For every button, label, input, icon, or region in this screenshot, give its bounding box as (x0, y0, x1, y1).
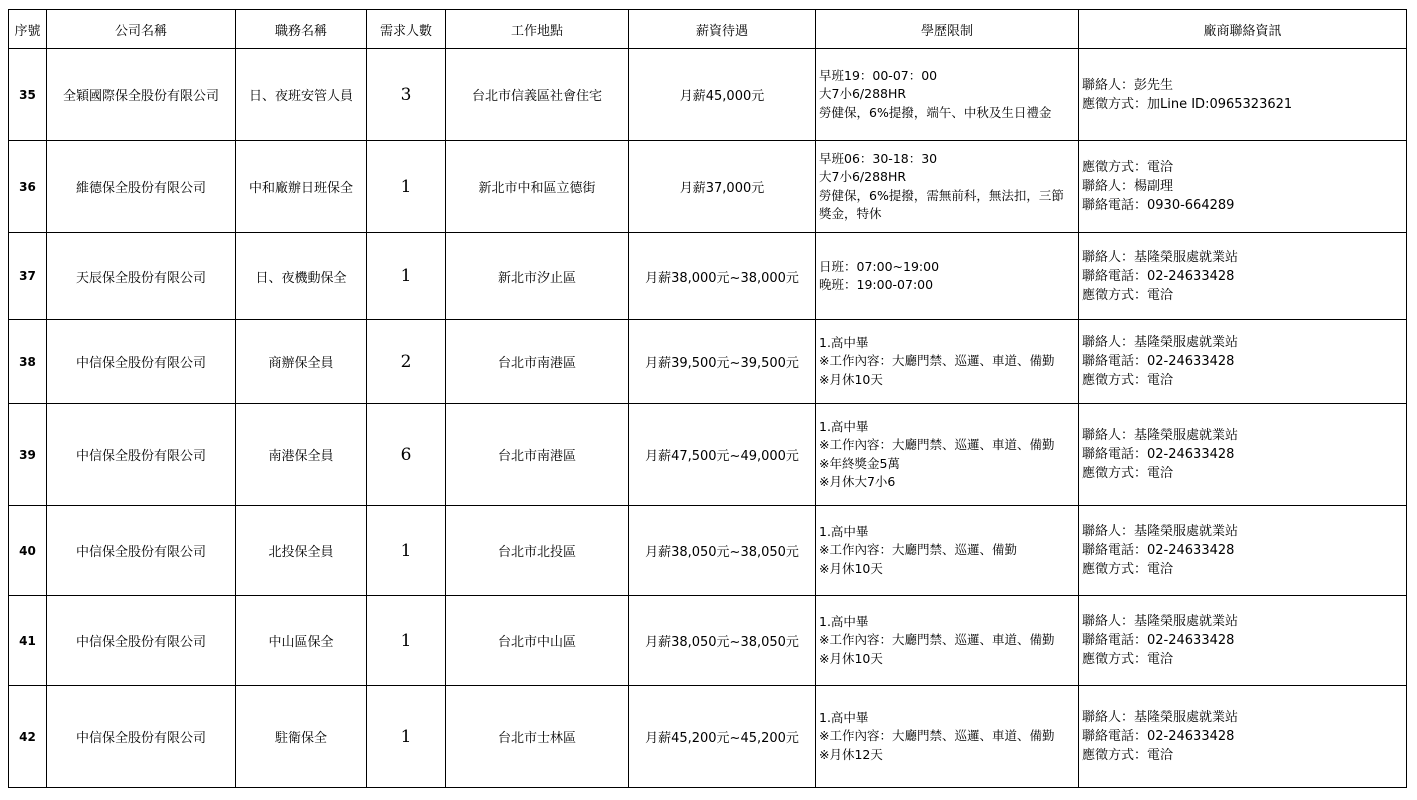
header-requirements: 學歷限制 (816, 10, 1079, 49)
header-salary: 薪資待遇 (629, 10, 816, 49)
requirements (816, 596, 1079, 686)
company-name: 中信保全股份有限公司 (47, 686, 236, 788)
company-name: 中信保全股份有限公司 (47, 404, 236, 506)
header-location: 工作地點 (446, 10, 629, 49)
salary: 月薪38,050元~38,050元 (629, 596, 816, 686)
header-company: 公司名稱 (47, 10, 236, 49)
salary: 月薪38,000元~38,000元 (629, 233, 816, 320)
position-title: 駐衛保全 (236, 686, 367, 788)
requirement-line: 1.高中畢 (819, 613, 869, 629)
contact-line: 聯絡電話：0930-664289 (1082, 198, 1235, 213)
header-position: 職務名稱 (236, 10, 367, 49)
contact-line: 聯絡人：基隆榮服處就業站 (1082, 428, 1239, 443)
requirement-line: ※月休10天 (819, 650, 883, 666)
requirement-line: ※月休10天 (819, 560, 883, 576)
salary: 月薪45,000元 (629, 49, 816, 141)
contact-info (1079, 49, 1407, 141)
requirement-line: 大7小6/288HR (819, 169, 907, 184)
contact-line: 聯絡人：基隆榮服處就業站 (1082, 710, 1239, 725)
table-header-row (9, 10, 1407, 49)
position-title: 中山區保全 (236, 596, 367, 686)
requirement-line: 早班19：00-07：00 (819, 67, 938, 83)
contact-info (1079, 686, 1407, 788)
headcount: 2 (367, 320, 446, 404)
salary: 月薪38,050元~38,050元 (629, 506, 816, 596)
position-title: 南港保全員 (236, 404, 367, 506)
requirements (816, 320, 1079, 404)
contact-line: 聯絡電話：02-24633428 (1082, 729, 1235, 744)
position-title: 北投保全員 (236, 506, 367, 596)
work-location: 台北市信義區社會住宅 (446, 49, 629, 141)
contact-line: 聯絡電話：02-24633428 (1082, 354, 1235, 369)
position-title: 日、夜班安管人員 (236, 49, 367, 141)
table-row (9, 596, 1407, 686)
requirement-line: 晚班：19:00-07:00 (819, 277, 934, 292)
requirement-line: ※月休大7小6 (819, 474, 896, 489)
work-location: 台北市士林區 (446, 686, 629, 788)
requirements (816, 141, 1079, 233)
row-number: 36 (9, 141, 47, 233)
requirement-line: ※工作內容：大廳門禁、巡邏、車道、備勤 (819, 353, 1055, 369)
header-contact: 廠商聯絡資訊 (1079, 10, 1407, 49)
work-location: 台北市南港區 (446, 404, 629, 506)
requirements (816, 506, 1079, 596)
requirement-line: ※月休12天 (819, 746, 883, 762)
company-name: 維德保全股份有限公司 (47, 141, 236, 233)
contact-line: 聯絡人：基隆榮服處就業站 (1082, 524, 1239, 539)
contact-line: 聯絡電話：02-24633428 (1082, 447, 1235, 462)
requirement-line: 1.高中畢 (819, 523, 869, 539)
contact-line: 應徵方式：電洽 (1082, 373, 1174, 388)
contact-line: 應徵方式：加Line ID:0965323621 (1082, 96, 1293, 112)
salary: 月薪45,200元~45,200元 (629, 686, 816, 788)
requirement-line: ※月休10天 (819, 371, 883, 387)
contact-line: 應徵方式：電洽 (1082, 652, 1174, 667)
table-row (9, 49, 1407, 141)
row-number: 42 (9, 686, 47, 788)
row-number: 35 (9, 49, 47, 141)
headcount: 1 (367, 686, 446, 788)
job-listing-table (8, 9, 1407, 788)
contact-info (1079, 320, 1407, 404)
row-number: 41 (9, 596, 47, 686)
contact-line: 應徵方式：電洽 (1082, 160, 1174, 175)
row-number: 38 (9, 320, 47, 404)
contact-info (1079, 596, 1407, 686)
headcount: 3 (367, 49, 446, 141)
table-row (9, 233, 1407, 320)
requirements (816, 49, 1079, 141)
contact-line: 聯絡電話：02-24633428 (1082, 633, 1235, 648)
requirement-line: 1.高中畢 (819, 418, 869, 434)
headcount: 1 (367, 596, 446, 686)
company-name: 中信保全股份有限公司 (47, 596, 236, 686)
row-number: 40 (9, 506, 47, 596)
contact-line: 聯絡人：基隆榮服處就業站 (1082, 249, 1239, 265)
work-location: 台北市中山區 (446, 596, 629, 686)
header-no: 序號 (9, 10, 47, 49)
contact-line: 應徵方式：電洽 (1082, 466, 1174, 481)
contact-line: 聯絡人：基隆榮服處就業站 (1082, 614, 1239, 629)
row-number: 37 (9, 233, 47, 320)
contact-line: 聯絡電話：02-24633428 (1082, 543, 1235, 558)
contact-info (1079, 233, 1407, 320)
salary: 月薪39,500元~39,500元 (629, 320, 816, 404)
requirement-line: 1.高中畢 (819, 709, 869, 725)
headcount: 6 (367, 404, 446, 506)
salary: 月薪47,500元~49,000元 (629, 404, 816, 506)
row-number: 39 (9, 404, 47, 506)
contact-line: 聯絡人：彭先生 (1082, 77, 1174, 93)
contact-info (1079, 506, 1407, 596)
requirements (816, 686, 1079, 788)
table-row (9, 686, 1407, 788)
table-row (9, 320, 1407, 404)
work-location: 台北市北投區 (446, 506, 629, 596)
requirement-line: 勞健保，6%提撥，需無前科，無法扣，三節獎金，特休 (819, 187, 1064, 221)
salary: 月薪37,000元 (629, 141, 816, 233)
table-row (9, 404, 1407, 506)
contact-line: 聯絡人：楊副理 (1082, 179, 1174, 194)
requirement-line: ※工作內容：大廳門禁、巡邏、備勤 (819, 542, 1017, 558)
requirement-line: 日班：07:00~19:00 (819, 258, 940, 274)
contact-line: 應徵方式：電洽 (1082, 562, 1174, 577)
requirements (816, 233, 1079, 320)
requirement-line: 勞健保，6%提撥，端午、中秋及生日禮金 (819, 104, 1052, 120)
headcount: 1 (367, 233, 446, 320)
requirement-line: 早班06：30-18：30 (819, 150, 938, 166)
position-title: 日、夜機動保全 (236, 233, 367, 320)
headcount: 1 (367, 141, 446, 233)
contact-line: 應徵方式：電洽 (1082, 748, 1174, 763)
requirement-line: ※工作內容：大廳門禁、巡邏、車道、備勤 (819, 728, 1055, 744)
contact-line: 應徵方式：電洽 (1082, 287, 1174, 303)
work-location: 新北市汐止區 (446, 233, 629, 320)
company-name: 中信保全股份有限公司 (47, 320, 236, 404)
contact-info (1079, 141, 1407, 233)
header-count: 需求人數 (367, 10, 446, 49)
requirement-line: ※年終獎金5萬 (819, 455, 900, 471)
contact-line: 聯絡人：基隆榮服處就業站 (1082, 335, 1239, 350)
requirement-line: 大7小6/288HR (819, 86, 907, 102)
requirement-line: ※工作內容：大廳門禁、巡邏、車道、備勤 (819, 632, 1055, 648)
table-row (9, 141, 1407, 233)
requirement-line: 1.高中畢 (819, 334, 869, 350)
company-name: 天辰保全股份有限公司 (47, 233, 236, 320)
company-name: 全穎國際保全股份有限公司 (47, 49, 236, 141)
position-title: 商辦保全員 (236, 320, 367, 404)
requirements (816, 404, 1079, 506)
requirement-line: ※工作內容：大廳門禁、巡邏、車道、備勤 (819, 437, 1055, 452)
headcount: 1 (367, 506, 446, 596)
position-title: 中和廠辦日班保全 (236, 141, 367, 233)
contact-info (1079, 404, 1407, 506)
company-name: 中信保全股份有限公司 (47, 506, 236, 596)
work-location: 新北市中和區立德街 (446, 141, 629, 233)
contact-line: 聯絡電話：02-24633428 (1082, 268, 1235, 284)
table-row (9, 506, 1407, 596)
work-location: 台北市南港區 (446, 320, 629, 404)
